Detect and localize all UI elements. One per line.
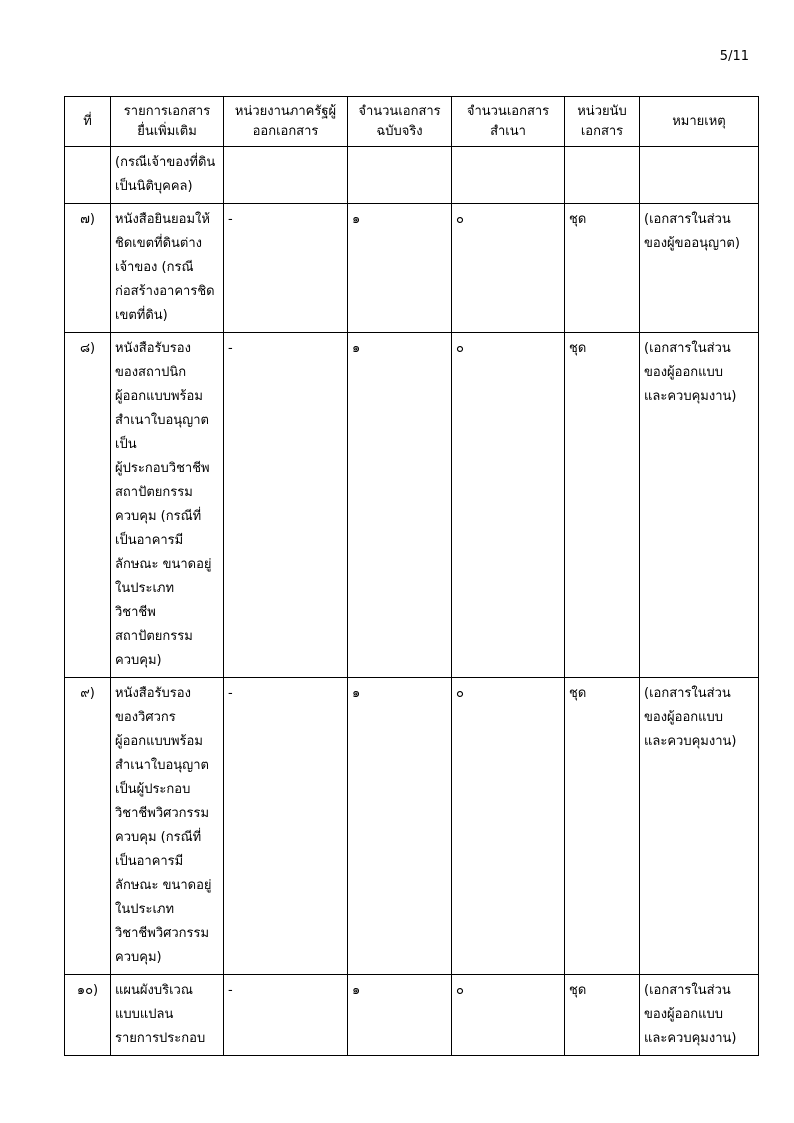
row-original	[348, 147, 452, 204]
row-no: ๙)	[65, 678, 111, 975]
row-copy	[452, 147, 565, 204]
row-doc-name: แผนผังบริเวณ แบบแปลน รายการประกอบ	[111, 975, 224, 1056]
header-doc-name: รายการเอกสาร ยื่นเพิ่มเติม	[111, 97, 224, 147]
row-unit: ชุด	[565, 204, 640, 333]
row-copy: ๐	[452, 204, 565, 333]
row-no: ๘)	[65, 333, 111, 678]
row-agency	[224, 147, 348, 204]
header-remark: หมายเหตุ	[640, 97, 759, 147]
row-unit	[565, 147, 640, 204]
row-agency: -	[224, 975, 348, 1056]
row-no	[65, 147, 111, 204]
documents-table	[64, 96, 759, 1056]
row-remark	[640, 147, 759, 204]
row-original: ๑	[348, 333, 452, 678]
row-no: ๗)	[65, 204, 111, 333]
row-original: ๑	[348, 678, 452, 975]
row-remark: (เอกสารในส่วน ของผู้ออกแบบ และควบคุมงาน)	[640, 678, 759, 975]
header-agency: หน่วยงานภาครัฐผู้ ออกเอกสาร	[224, 97, 348, 147]
row-agency: -	[224, 678, 348, 975]
page-number: 5/11	[719, 49, 749, 64]
row-remark: (เอกสารในส่วน ของผู้ออกแบบ และควบคุมงาน)	[640, 975, 759, 1056]
header-no: ที่	[65, 97, 111, 147]
row-agency: -	[224, 333, 348, 678]
table-header-row	[65, 97, 759, 147]
row-doc-name: หนังสือรับรอง ของวิศวกร ผู้ออกแบบพร้อม สำเนาใบอนุญาต เป็นผู้ประกอบ วิชาชีพวิศวกรรม ควบคุม (กรณีที่ เป็นอาคารมี ลักษณะ ขนาดอยู่ ในประเภท วิชาชีพวิศวกรรม ควบคุม)	[111, 678, 224, 975]
row-remark: (เอกสารในส่วน ของผู้ขออนุญาต)	[640, 204, 759, 333]
header-copy: จำนวนเอกสาร สำเนา	[452, 97, 565, 147]
row-original: ๑	[348, 975, 452, 1056]
row-unit: ชุด	[565, 678, 640, 975]
row-remark: (เอกสารในส่วน ของผู้ออกแบบ และควบคุมงาน)	[640, 333, 759, 678]
row-copy: ๐	[452, 333, 565, 678]
table-row	[65, 975, 759, 1056]
row-no: ๑๐)	[65, 975, 111, 1056]
row-unit: ชุด	[565, 333, 640, 678]
header-original: จำนวนเอกสาร ฉบับจริง	[348, 97, 452, 147]
row-doc-name: (กรณีเจ้าของที่ดิน เป็นนิติบุคคล)	[111, 147, 224, 204]
row-unit: ชุด	[565, 975, 640, 1056]
row-original: ๑	[348, 204, 452, 333]
row-doc-name: หนังสือรับรอง ของสถาปนิก ผู้ออกแบบพร้อม สำเนาใบอนุญาต เป็น ผู้ประกอบวิชาชีพ สถาปัตยกรรม ควบคุม (กรณีที่ เป็นอาคารมี ลักษณะ ขนาดอยู่ ในประเภท วิชาชีพ สถาปัตยกรรม ควบคุม)	[111, 333, 224, 678]
table-row	[65, 333, 759, 678]
row-doc-name: หนังสือยินยอมให้ ชิดเขตที่ดินต่าง เจ้าของ (กรณี ก่อสร้างอาคารชิด เขตที่ดิน)	[111, 204, 224, 333]
row-copy: ๐	[452, 975, 565, 1056]
header-unit: หน่วยนับ เอกสาร	[565, 97, 640, 147]
table-row	[65, 204, 759, 333]
table-row	[65, 147, 759, 204]
table-row	[65, 678, 759, 975]
row-agency: -	[224, 204, 348, 333]
row-copy: ๐	[452, 678, 565, 975]
